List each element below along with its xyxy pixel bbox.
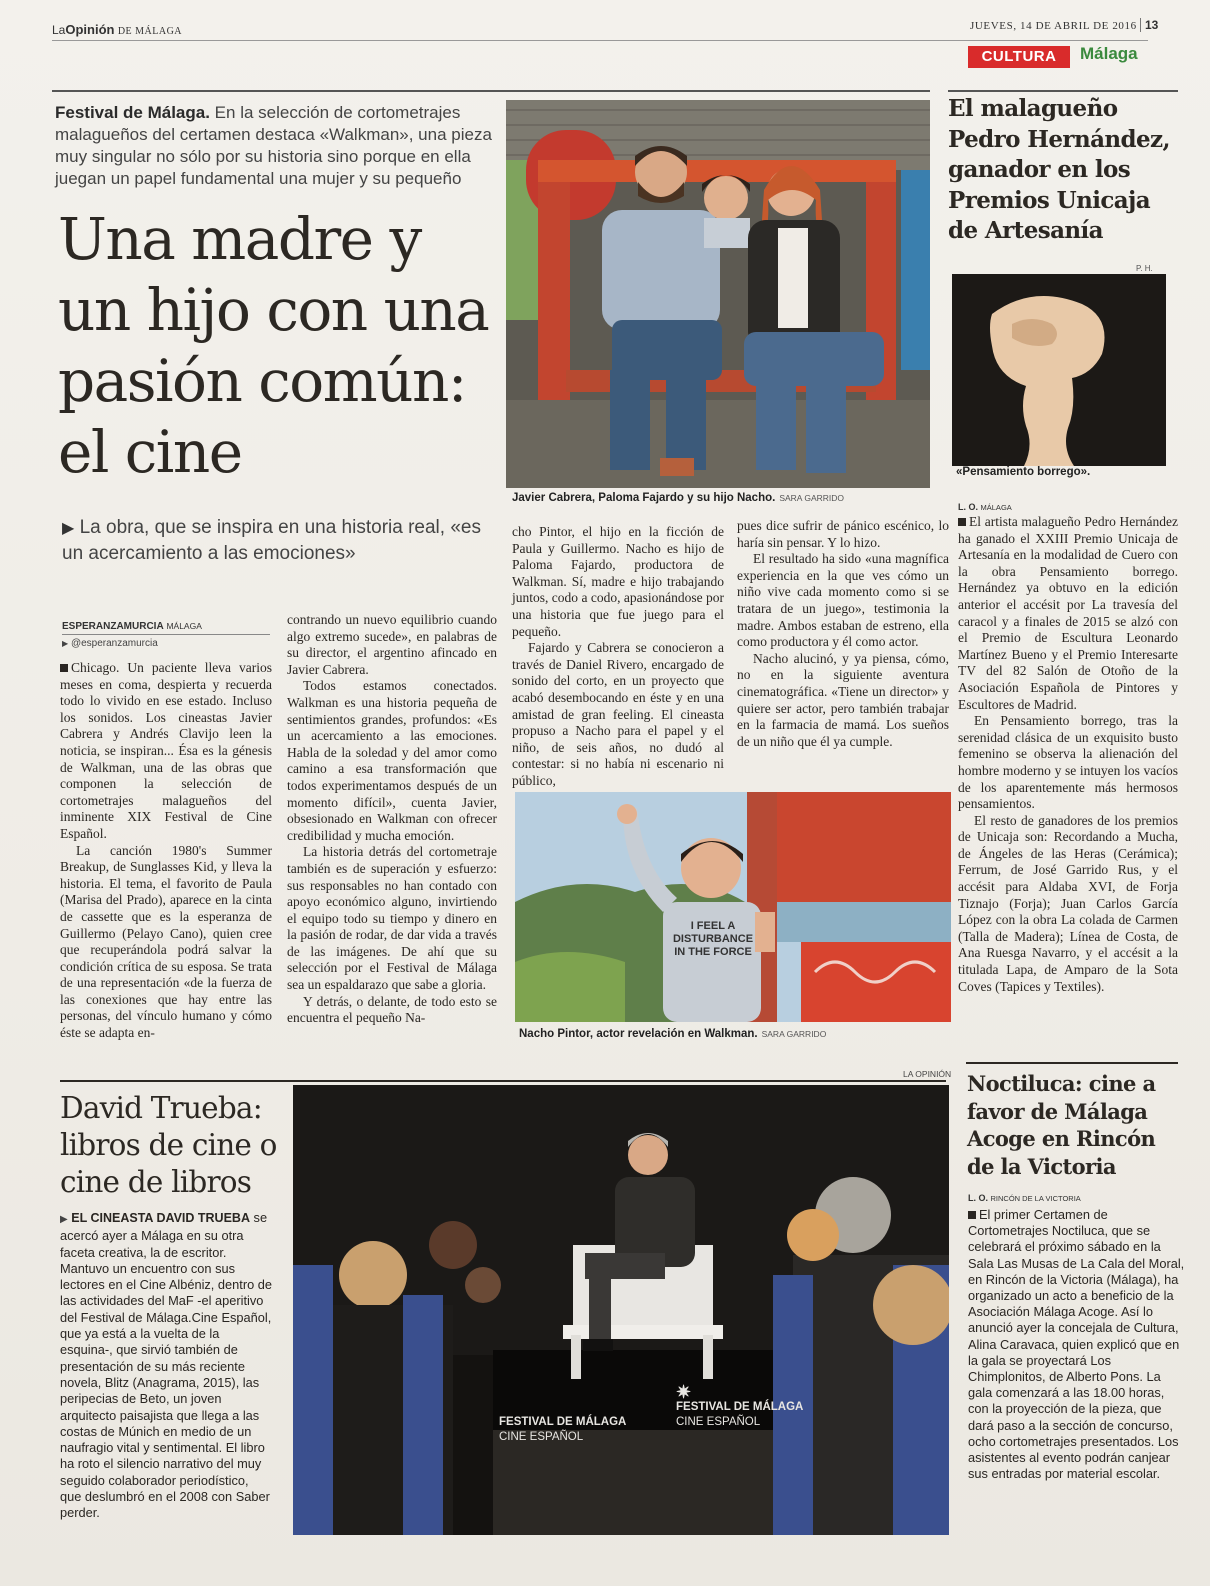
col4-paragraph-3: Nacho alucinó, y ya piensa, cómo, no en la siguiente aventura cinematográfica. «Tiene un director» y quiere ser actor, pero también trabajar en la farmacia de mamá. Los sueños de un niño que él ya cumple. xyxy=(737,650,949,749)
sidebar-p1-text: El artista malagueño Pedro Hernández ha ganado el XXIII Premio Unicaja de Artesanía en la modalidad de Cuero con la obra Pensamiento borrego. Hernández ya obtuvo en la edición anterior el accésit por La travesía del caracol y a finales de 2015 se alzó con el Premio de Escultura Leonardo Martínez Bueno y el Premio Interesarte TV del 82 Salón de Otoño de la Asociación Española de Pintores y Escultores de Madrid. xyxy=(958,514,1178,712)
trueba-lead: EL CINEASTA DAVID TRUEBA xyxy=(71,1211,250,1225)
trueba-text: se acercó ayer a Málaga en su otra faceta creativa, la de escritor. Mantuvo un encuentro con sus lectores en el Cine Albéniz, dentro de las actividades del MaF -el aperitivo del Festival de Málaga.Cine Español, que ya está a la vuelta de la esquina-, que sirvió también de presentación de su más reciente novela, Blitz (Anagrama, 2015), las peripecias de Beto, un joven arquitecto paisajista que llega a las costas de Múnich en medio de un naufragio vital y sentimental. El libro ha roto el silencio narrativo del muy seguido colaborador periodístico, que deslumbró en el 2008 con Saber perder. xyxy=(60,1210,272,1521)
trueba-photo-credit: LA OPINIÓN xyxy=(903,1069,952,1079)
square-bullet-icon xyxy=(958,518,966,526)
article-headline: Una madre y un hijo con una pasión común: el cine xyxy=(58,205,489,486)
byline-divider xyxy=(62,634,270,635)
tshirt-text: I FEEL A DISTURBANCE IN THE FORCE xyxy=(672,920,754,958)
sidebar-headline: El malagueño Pedro Hernández, ganador en los Premios Unicaja de Artesanía xyxy=(948,95,1170,244)
noctiluca-byline xyxy=(968,1193,1081,1203)
main-top-rule xyxy=(52,90,930,92)
boy-photo-caption xyxy=(519,1028,826,1040)
sculpture-illustration xyxy=(952,274,1166,466)
right-top-rule xyxy=(948,90,1178,92)
stage-illustration xyxy=(293,1085,949,1535)
trueba-stage-photo xyxy=(293,1085,949,1535)
byline-name: ESPERANZAMURCIA xyxy=(62,621,164,632)
noctiluca-rule xyxy=(966,1062,1178,1064)
festival-logo-icon: ✷ xyxy=(676,1382,692,1402)
col2-paragraph-1: contrando un nuevo equilibrio cuando algo extremo sucede», en palabras de su director, el argentino afincado en Javier Cabrera. xyxy=(287,612,497,677)
section-badge: CULTURA xyxy=(968,46,1070,68)
stage-logo-right-title: FESTIVAL DE MÁLAGA xyxy=(676,1401,804,1413)
masthead-opinion: Opinión xyxy=(65,22,115,37)
stage-logo-right xyxy=(676,1382,804,1430)
article-column-3 xyxy=(512,524,724,790)
sidebar-paragraph-1 xyxy=(958,514,1178,713)
noctiluca-place: RINCÓN DE LA VICTORIA xyxy=(990,1194,1081,1203)
sculpture-caption: «Pensamiento borrego». xyxy=(956,466,1091,478)
article-column-1 xyxy=(60,660,272,1042)
page-number: 13 xyxy=(1140,18,1158,32)
kicker-text: En la selección de cortometrajes malagueños del certamen destaca «Walkman», una pieza muy singular no sólo por su historia sino porque en ella juegan un papel fundamental una mujer y su pequeño xyxy=(55,103,492,188)
triangle-bullet-icon: ▶ xyxy=(62,520,75,537)
square-bullet-icon xyxy=(968,1211,976,1219)
col1-paragraph-2: La canción 1980's Summer Breakup, de Sunglasses Kid, y lleva la historia. El tema, el favorito de Paula (Marisa del Prado), aparece en la cinta de cassette que es la esperanza de Guillermo (Pelayo Cano), quien cree que recuperándola podrá salvar la condición crítica de su esposa. Se trata de una representación «de la fuerza de las conexiones que hay entre las personas, del vínculo humano y cómo éste se adapta en- xyxy=(60,842,272,1041)
noctiluca-text: El primer Certamen de Cortometrajes Noctiluca, que se celebrará el próximo sábado en la Sala Las Musas de La Cala del Moral, en Rincón de la Victoria (Málaga), ha organizado un acto a beneficio de la Asociación Málaga Acoge. Así lo anunció ayer la concejala de Cultura, Alina Caravaca, quien explicó que en la gala se proyectará Los Chimplonitos, de Alberto Pons. La gala comenzará a las 18.00 horas, con la proyección de la pieza, que dará paso a la sección de concurso, ocho cortometrajes presentados. Los asistentes al evento podrán canjear sus entradas por material escolar. xyxy=(968,1207,1185,1482)
sidebar-paragraph-3: El resto de ganadores de los premios de Unicaja son: Recordando a Mucha, de Ángeles de las Heras (Cerámica); Ferrum, de José Garrido Rus, y el accésit para Aldaba XVI, de Forja Tiznajo (Forja); Juan Carlos García López con la obra La colada de Carmen (Talla de Madera); Línea de Costa, de Ana Ruesga Navarro, y el accésit a la titulada Lapa, de Amparo de la Sota Coves (Tapices y Textiles). xyxy=(958,812,1178,994)
masthead-la: La xyxy=(52,23,66,37)
col4-paragraph-2: El resultado ha sido «una magnífica experiencia en la que ves cómo un niño vive cada momento como si se tratara de un juego», testimonia la madre. Ambos estaban de estreno, ella como productora y él como actor. xyxy=(737,551,949,650)
square-bullet-icon xyxy=(60,664,68,672)
sidebar-body xyxy=(958,514,1178,995)
sculpture-photo-credit: P. H. xyxy=(1136,264,1153,273)
masthead xyxy=(52,22,182,37)
kicker-bold: Festival de Málaga. xyxy=(55,103,210,122)
deck-text: La obra, que se inspira en una historia real, «es un acercamiento a las emociones» xyxy=(62,517,481,564)
subsection-label: Málaga xyxy=(1080,44,1138,63)
trueba-headline: David Trueba: libros de cine o cine de libros xyxy=(60,1091,277,1199)
family-photo xyxy=(506,100,930,488)
col1-paragraph-1 xyxy=(60,660,272,843)
sidebar-paragraph-2: En Pensamiento borrego, tras la serenidad clásica de un exquisito busto femenino se observa la alienación del hombre moderno y se intuyen los vacíos de los aparentemente más hermosos pensamientos. xyxy=(958,713,1178,812)
triangle-bullet-icon: ▶ xyxy=(60,1214,68,1225)
article-kicker xyxy=(55,102,495,190)
sidebar-byline xyxy=(958,502,1012,512)
article-deck xyxy=(62,515,492,566)
bottom-section-rule xyxy=(60,1080,946,1082)
sculpture-photo xyxy=(952,274,1166,466)
col3-paragraph-1: cho Pintor, el hijo en la ficción de Paula y Guillermo. Nacho es hijo de Paloma Fajardo, productora de Walkman. Sí, madre e hijo trabajando juntos, codo a codo, apasionándose por una historia que fue juego para el pequeño. xyxy=(512,524,724,639)
col2-paragraph-3: La historia detrás del cortometraje también es de superación y esfuerzo: sus responsables no han contado con apoyo económico alguno, invirtiendo el equipo todo su tiempo y dinero en la pasión de rodar, de dar vida a través de las imágenes. De ahí que su selección por el Festival de Málaga sea un espaldarazo que sabe a gloria. xyxy=(287,844,497,993)
col2-paragraph-2: Todos estamos conectados. Walkman es una historia pequeña de sentimientos grandes, profundos: «Es un acercamiento a las emociones. Habla de la soledad y del amor como camino a esa transformación que todos experimentamos después de un momento difícil», cuenta Javier, obsesionado en Walkman con ofrecer credibilidad y mucha emoción. xyxy=(287,678,497,843)
noctiluca-lo: L. O. xyxy=(968,1193,988,1203)
caption-1-credit: SARA GARRIDO xyxy=(779,493,845,503)
noctiluca-headline: Noctiluca: cine a favor de Málaga Acoge en Rincón de la Victoria xyxy=(967,1071,1156,1179)
caption-1-text: Javier Cabrera, Paloma Fajardo y su hijo Nacho. xyxy=(512,492,776,504)
noctiluca-body xyxy=(968,1207,1186,1482)
trueba-body xyxy=(60,1210,272,1522)
handle-text: @esperanzamurcia xyxy=(70,638,158,649)
sidebar-lo: L. O. xyxy=(958,502,978,512)
byline-handle[interactable] xyxy=(62,638,158,649)
col2-paragraph-4: Y detrás, o delante, de todo esto se encuentra el pequeño Na- xyxy=(287,993,497,1026)
caption-2-credit: SARA GARRIDO xyxy=(761,1029,827,1039)
boy-photo-illustration xyxy=(515,792,951,1022)
article-column-2 xyxy=(287,612,497,1027)
col1-p1-text: Chicago. Un paciente lleva varios meses en coma, despierta y recuerda todo lo vivido en ese estado. Incluso los sonidos. Los cineastas Javier Cabrera y Andrés Clavijo leen la noticia, se inspiran... Ésa es la génesis de Walkman, una de las obras que componen la selección de cortometrajes malagueños del inminente XIX Festival de Cine Español. xyxy=(60,660,272,841)
boy-photo xyxy=(515,792,951,1022)
stage-logo-left-title: FESTIVAL DE MÁLAGA xyxy=(499,1416,627,1428)
col3-paragraph-2: Fajardo y Cabrera se conocieron a través de Daniel Rivero, encargado de sonido del corto, en un proyecto que acabó desembocando en éste y en una amistad de gran feeling. El cineasta propuso a Nacho para el papel y el niño, de seis años, no dudó al contestar: si no había ni escenario ni público, xyxy=(512,640,724,788)
header-divider xyxy=(52,40,1148,41)
family-photo-caption xyxy=(512,492,844,504)
caption-2-text: Nacho Pintor, actor revelación en Walkman. xyxy=(519,1028,758,1040)
col4-paragraph-1: pues dice sufrir de pánico escénico, lo haría sin pensar. Y lo hizo. xyxy=(737,518,949,550)
stage-logo-right-sub: CINE ESPAÑOL xyxy=(676,1416,761,1428)
family-photo-illustration xyxy=(506,100,930,488)
masthead-sub: DE MÁLAGA xyxy=(117,26,183,37)
stage-logo-left xyxy=(499,1415,626,1445)
issue-date: JUEVES, 14 DE ABRIL DE 2016 xyxy=(970,20,1137,32)
sidebar-place: MÁLAGA xyxy=(980,503,1012,512)
byline xyxy=(62,621,202,632)
twitter-arrow-icon: ▶ xyxy=(62,639,69,648)
stage-logo-left-sub: CINE ESPAÑOL xyxy=(499,1431,584,1443)
article-column-4 xyxy=(737,518,949,750)
byline-place: MÁLAGA xyxy=(166,621,202,631)
